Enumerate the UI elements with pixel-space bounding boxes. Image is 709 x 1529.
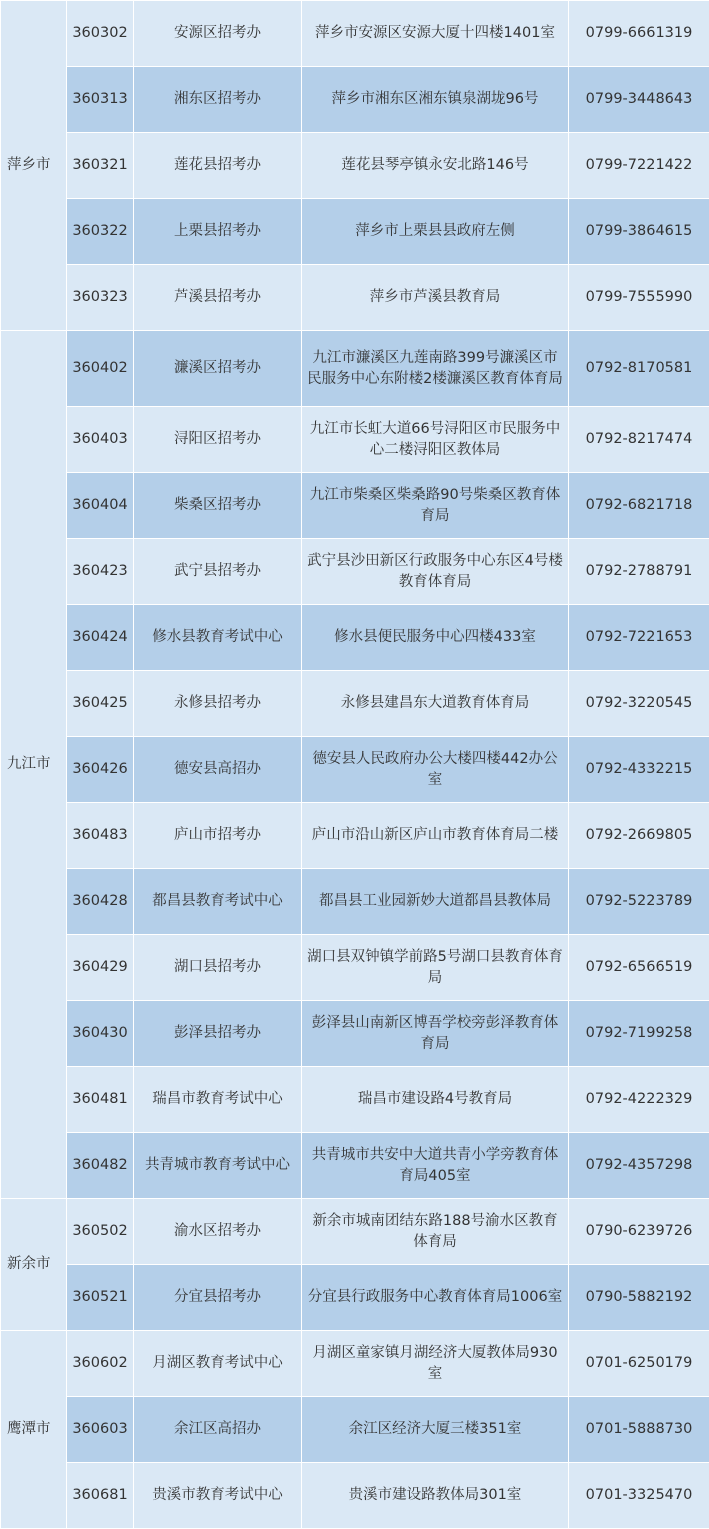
code-cell: 360402 xyxy=(67,331,134,407)
code-cell: 360429 xyxy=(67,935,134,1001)
code-cell: 360426 xyxy=(67,737,134,803)
address-cell: 莲花县琴亭镇永安北路146号 xyxy=(302,133,569,199)
address-cell: 永修县建昌东大道教育体育局 xyxy=(302,671,569,737)
table-row xyxy=(1,737,709,803)
phone-cell: 0799-3448643 xyxy=(569,67,709,133)
office-name-cell: 余江区高招办 xyxy=(134,1397,302,1463)
table-row xyxy=(1,1001,709,1067)
office-name-cell: 渝水区招考办 xyxy=(134,1199,302,1265)
office-name-cell: 彭泽县招考办 xyxy=(134,1001,302,1067)
phone-cell: 0792-8170581 xyxy=(569,331,709,407)
address-cell: 萍乡市湘东区湘东镇泉湖垅96号 xyxy=(302,67,569,133)
phone-cell: 0792-4222329 xyxy=(569,1067,709,1133)
address-cell: 萍乡市芦溪县教育局 xyxy=(302,265,569,331)
city-cell: 鹰潭市 xyxy=(1,1331,67,1529)
phone-cell: 0792-4332215 xyxy=(569,737,709,803)
code-cell: 360482 xyxy=(67,1133,134,1199)
address-cell: 新余市城南团结东路188号渝水区教育体育局 xyxy=(302,1199,569,1265)
address-cell: 修水县便民服务中心四楼433室 xyxy=(302,605,569,671)
office-name-cell: 浔阳区招考办 xyxy=(134,407,302,473)
office-name-cell: 共青城市教育考试中心 xyxy=(134,1133,302,1199)
code-cell: 360502 xyxy=(67,1199,134,1265)
code-cell: 360323 xyxy=(67,265,134,331)
address-cell: 德安县人民政府办公大楼四楼442办公室 xyxy=(302,737,569,803)
office-name-cell: 武宁县招考办 xyxy=(134,539,302,605)
table-row xyxy=(1,67,709,133)
table-row xyxy=(1,1067,709,1133)
code-cell: 360681 xyxy=(67,1463,134,1529)
office-name-cell: 柴桑区招考办 xyxy=(134,473,302,539)
address-cell: 庐山市沿山新区庐山市教育体育局二楼 xyxy=(302,803,569,869)
table-row xyxy=(1,869,709,935)
office-name-cell: 濂溪区招考办 xyxy=(134,331,302,407)
address-cell: 共青城市共安中大道共青小学旁教育体育局405室 xyxy=(302,1133,569,1199)
code-cell: 360404 xyxy=(67,473,134,539)
phone-cell: 0701-5888730 xyxy=(569,1397,709,1463)
table-row xyxy=(1,407,709,473)
address-cell: 萍乡市上栗县县政府左侧 xyxy=(302,199,569,265)
code-cell: 360483 xyxy=(67,803,134,869)
code-cell: 360424 xyxy=(67,605,134,671)
table-row xyxy=(1,605,709,671)
code-cell: 360481 xyxy=(67,1067,134,1133)
office-name-cell: 都昌县教育考试中心 xyxy=(134,869,302,935)
code-cell: 360602 xyxy=(67,1331,134,1397)
city-cell: 新余市 xyxy=(1,1199,67,1331)
code-cell: 360423 xyxy=(67,539,134,605)
address-cell: 九江市柴桑区柴桑路90号柴桑区教育体育局 xyxy=(302,473,569,539)
phone-cell: 0799-6661319 xyxy=(569,1,709,67)
address-cell: 都昌县工业园新妙大道都昌县教体局 xyxy=(302,869,569,935)
office-name-cell: 庐山市招考办 xyxy=(134,803,302,869)
phone-cell: 0792-7199258 xyxy=(569,1001,709,1067)
table-row xyxy=(1,1,709,67)
address-cell: 彭泽县山南新区博吾学校旁彭泽教育体育局 xyxy=(302,1001,569,1067)
table-row xyxy=(1,1331,709,1397)
table-row xyxy=(1,1397,709,1463)
code-cell: 360302 xyxy=(67,1,134,67)
phone-cell: 0792-3220545 xyxy=(569,671,709,737)
code-cell: 360321 xyxy=(67,133,134,199)
phone-cell: 0792-6566519 xyxy=(569,935,709,1001)
office-name-cell: 德安县高招办 xyxy=(134,737,302,803)
address-cell: 九江市长虹大道66号浔阳区市民服务中心二楼浔阳区教体局 xyxy=(302,407,569,473)
phone-cell: 0790-6239726 xyxy=(569,1199,709,1265)
office-name-cell: 芦溪县招考办 xyxy=(134,265,302,331)
office-name-cell: 瑞昌市教育考试中心 xyxy=(134,1067,302,1133)
table-row xyxy=(1,133,709,199)
address-cell: 贵溪市建设路教体局301室 xyxy=(302,1463,569,1529)
address-cell: 九江市濂溪区九莲南路399号濂溪区市民服务中心东附楼2楼濂溪区教育体育局 xyxy=(302,331,569,407)
office-name-cell: 安源区招考办 xyxy=(134,1,302,67)
address-cell: 武宁县沙田新区行政服务中心东区4号楼教育体育局 xyxy=(302,539,569,605)
phone-cell: 0792-7221653 xyxy=(569,605,709,671)
address-cell: 萍乡市安源区安源大厦十四楼1401室 xyxy=(302,1,569,67)
table-body xyxy=(1,1,709,1529)
phone-cell: 0701-6250179 xyxy=(569,1331,709,1397)
office-name-cell: 永修县招考办 xyxy=(134,671,302,737)
phone-cell: 0799-3864615 xyxy=(569,199,709,265)
table-row xyxy=(1,199,709,265)
code-cell: 360322 xyxy=(67,199,134,265)
table-row xyxy=(1,671,709,737)
office-name-cell: 贵溪市教育考试中心 xyxy=(134,1463,302,1529)
table-row xyxy=(1,935,709,1001)
phone-cell: 0799-7221422 xyxy=(569,133,709,199)
table-row xyxy=(1,473,709,539)
code-cell: 360428 xyxy=(67,869,134,935)
code-cell: 360603 xyxy=(67,1397,134,1463)
code-cell: 360521 xyxy=(67,1265,134,1331)
phone-cell: 0792-6821718 xyxy=(569,473,709,539)
table-row xyxy=(1,1463,709,1529)
table-row xyxy=(1,539,709,605)
office-name-cell: 修水县教育考试中心 xyxy=(134,605,302,671)
phone-cell: 0792-2669805 xyxy=(569,803,709,869)
table-row xyxy=(1,1265,709,1331)
address-cell: 月湖区童家镇月湖经济大厦教体局930室 xyxy=(302,1331,569,1397)
table-row xyxy=(1,1133,709,1199)
phone-cell: 0792-5223789 xyxy=(569,869,709,935)
office-name-cell: 月湖区教育考试中心 xyxy=(134,1331,302,1397)
office-name-cell: 湘东区招考办 xyxy=(134,67,302,133)
phone-cell: 0799-7555990 xyxy=(569,265,709,331)
office-name-cell: 莲花县招考办 xyxy=(134,133,302,199)
city-cell: 萍乡市 xyxy=(1,1,67,331)
phone-cell: 0701-3325470 xyxy=(569,1463,709,1529)
address-cell: 余江区经济大厦三楼351室 xyxy=(302,1397,569,1463)
address-cell: 分宜县行政服务中心教育体育局1006室 xyxy=(302,1265,569,1331)
code-cell: 360430 xyxy=(67,1001,134,1067)
phone-cell: 0792-2788791 xyxy=(569,539,709,605)
city-cell: 九江市 xyxy=(1,331,67,1199)
phone-cell: 0792-8217474 xyxy=(569,407,709,473)
address-cell: 瑞昌市建设路4号教育局 xyxy=(302,1067,569,1133)
code-cell: 360425 xyxy=(67,671,134,737)
office-name-cell: 上栗县招考办 xyxy=(134,199,302,265)
table-row xyxy=(1,265,709,331)
office-name-cell: 湖口县招考办 xyxy=(134,935,302,1001)
code-cell: 360403 xyxy=(67,407,134,473)
address-cell: 湖口县双钟镇学前路5号湖口县教育体育局 xyxy=(302,935,569,1001)
table-row xyxy=(1,1199,709,1265)
phone-cell: 0790-5882192 xyxy=(569,1265,709,1331)
table-row xyxy=(1,331,709,407)
phone-cell: 0792-4357298 xyxy=(569,1133,709,1199)
code-cell: 360313 xyxy=(67,67,134,133)
table-row xyxy=(1,803,709,869)
office-name-cell: 分宜县招考办 xyxy=(134,1265,302,1331)
